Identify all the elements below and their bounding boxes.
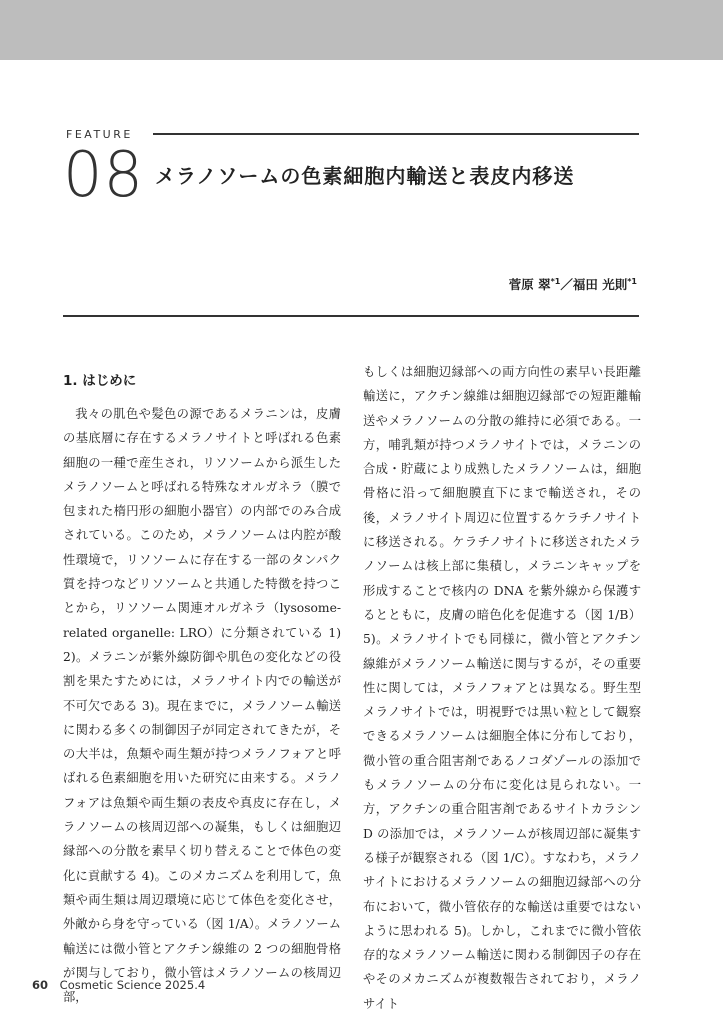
author-2-affiliation: *1 — [627, 276, 637, 286]
author-2: 福田 光則 — [572, 277, 628, 292]
body-paragraph-right: もしくは細胞辺縁部への両方向性の素早い長距離輸送に，アクチン線維は細胞辺縁部での短距離輸送やメラノソームの分散の維持に必須である。一方，哺乳類が持つメラノサイトでは，メラニンの合成・貯蔵により成熟したメラノソームは，細胞骨格に沿って細胞膜直下にまで輸送され，その後，メラノサイト周辺に位置するケラチノサイトに移送される。ケラチノサイトに移送されたメラノソームは核上部に集積し，メラニンキャップを形成することで核内の DNA を紫外線から保護するとともに，皮膚の暗色化を促進する（図 1/B）5)。メラノサイトでも同様に，微小管とアクチン線維がメラノソーム輸送に関与するが，その重要性に関しては，メラノフォアとは異なる。野生型メラノサイトでは，明視野では黒い粒として観察できるメラノソームは細胞全体に分布しており，微小管の重合阻害剤であるノコダゾールの添加でもメラノソームの分布に変化は見られない。一方，アクチンの重合阻害剤であるサイトカラシン D の添加では，メラノソームが核周辺部に凝集する様子が観察される（図 1/C）。すなわち，メラノサイトにおけるメラノソームの細胞辺縁部への分布において，微小管依存的な輸送は重要ではないように思われる 5)。しかし，これまでに微小管依存的なメラノソーム輸送に関わる制御因子の存在やそのメカニズムが複数報告されており，メラノサイト — [363, 365, 641, 1011]
page-number: 60 — [32, 978, 49, 992]
article-title: メラノソームの色素細胞内輸送と表皮内移送 — [155, 164, 575, 188]
author-1: 菅原 翠 — [508, 277, 551, 292]
body-paragraph-left: 我々の肌色や髪色の源であるメラニンは，皮膚の基底層に存在するメラノサイトと呼ばれる色素細胞の一種で産生され，リソソームから派生したメラノソームと呼ばれる特殊なオルガネラ（膜で包まれた楕円形の細胞小器官）の内部でのみ合成されている。このため，メラノソームは内腔が酸性環境で，リソソームに存在する一部のタンパク質を持つなどリソソームと共通した特徴を持つことから，リソソーム関連オルガネラ（lysosome-related organelle: LRO）に分類されている 1) 2)。メラニンが紫外線防御や肌色の変化などの役割を果たすためには，メラノサイト内での輸送が不可欠である 3)。現在までに，メラノソーム輸送に関わる多くの制御因子が同定されてきたが，その大半は，魚類や両生類が持つメラノフォアと呼ばれる色素細胞を用いた研究に由来する。メラノフォアは魚類や両生類の表皮や真皮に存在し，メラノソームの核周辺部への凝集，もしくは細胞辺縁部への分散を素早く切り替えることで体色の変化に貢献する 4)。このメカニズムを利用して，魚類や両生類は周辺環境に応じて体色を変化させ，外敵から身を守っている（図 1/A）。メラノソーム輸送には微小管とアクチン線維の 2 つの細胞骨格が関与しており，微小管はメラノソームの核周辺部， — [63, 407, 341, 1005]
feature-number: 08 — [63, 138, 144, 211]
feature-label: FEATURE — [66, 128, 133, 141]
journal-name: Cosmetic Science 2025.4 — [59, 978, 206, 992]
section-heading: 1. はじめに — [63, 373, 137, 389]
author-rule — [63, 315, 639, 317]
page-footer — [32, 978, 205, 992]
top-banner — [0, 0, 723, 60]
author-1-affiliation: *1 — [550, 276, 561, 286]
author-line — [509, 275, 637, 293]
right-column — [363, 360, 641, 1016]
feature-rule — [153, 133, 639, 135]
author-separator: ／ — [560, 277, 573, 292]
left-column — [63, 360, 341, 1009]
